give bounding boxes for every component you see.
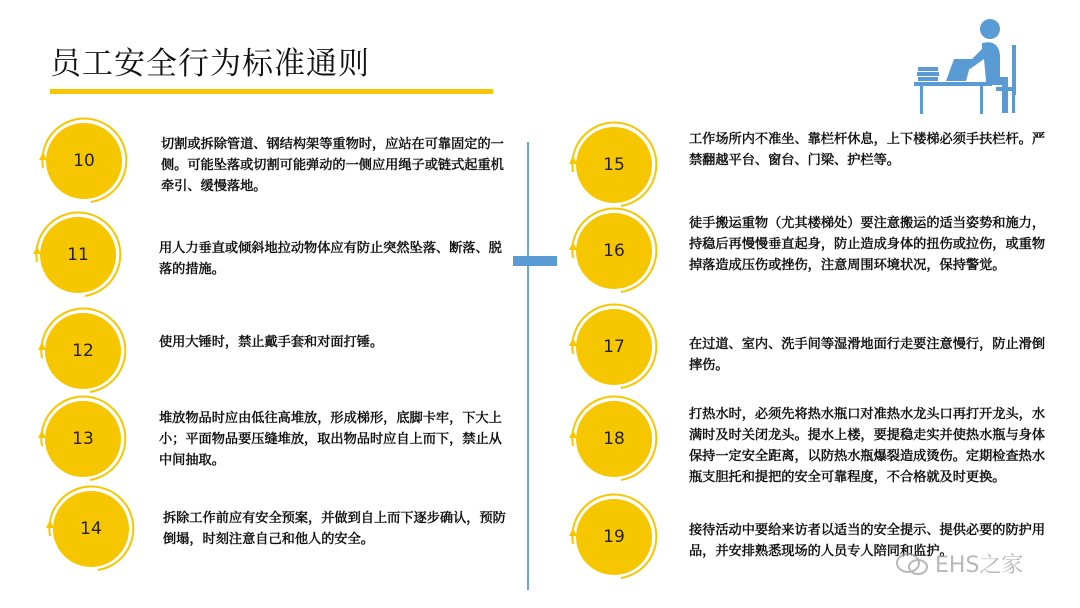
wechat-icon <box>895 552 929 576</box>
rule-text: 接待活动中要给来访者以适当的安全提示、提供必要的防护用品，并安排熟悉现场的人员专人陪同和监护。 <box>689 523 1046 559</box>
rule-text: 徒手搬运重物（尤其楼梯处）要注意搬运的适当姿势和施力，持稳后再慢慢垂直起身，防止造成身体的扭伤或拉伤，或重物掉落造成压伤或挫伤，注意周围环境状况，保持警觉。 <box>689 216 1046 273</box>
number-badge <box>32 300 134 402</box>
rule-text: 工作场所内不准坐、靠栏杆休息，上下楼梯必须手扶栏杆。严禁翻越平台、窗台、门梁、护栏等。 <box>689 132 1046 168</box>
rule-text: 打热水时，必须先将热水瓶口对准热水龙头口再打开龙头，水满时及时关闭龙头。提水上楼，要提稳走实并使热水瓶与身体保持一定安全距离，以防热水瓶爆裂造成烫伤。定期检查热水瓶支胆托和提把的安全可靠程度，不合格就及时更换。 <box>689 407 1046 485</box>
number-badge <box>32 388 134 490</box>
rule-number: 14 <box>80 519 102 539</box>
watermark-text: EHS之家 <box>935 553 1024 578</box>
rule-text: 切割或拆除管道、钢结构架等重物时，应站在可靠固定的一侧。可能坠落或切割可能弹动的一侧应用绳子或链式起重机牵引、缓慢落地。 <box>161 137 504 194</box>
person-at-desk-icon <box>912 15 1022 115</box>
watermark <box>895 548 1023 579</box>
rule-number: 11 <box>67 245 89 265</box>
number-badge <box>563 200 665 302</box>
rule-number: 12 <box>72 341 94 361</box>
rule-text: 用人力垂直或倾斜地拉动物体应有防止突然坠落、断落、脱落的措施。 <box>159 241 502 277</box>
rule-number: 19 <box>603 527 625 547</box>
rule-number: 16 <box>603 241 625 261</box>
center-divider-marker <box>513 256 557 266</box>
rule-number: 13 <box>72 429 94 449</box>
number-badge <box>563 486 665 588</box>
rule-number: 15 <box>603 155 625 175</box>
rule-number: 10 <box>73 151 95 171</box>
rule-number: 18 <box>603 429 625 449</box>
number-badge <box>40 478 142 580</box>
page-title: 员工安全行为标准通则 <box>50 46 370 82</box>
number-badge <box>27 204 129 306</box>
center-divider <box>527 142 529 590</box>
rule-number: 17 <box>603 337 625 357</box>
number-badge <box>563 296 665 398</box>
rule-text: 拆除工作前应有安全预案，并做到自上而下逐步确认，预防倒塌，时刻注意自己和他人的安全。 <box>163 511 506 547</box>
rule-text: 在过道、室内、洗手间等湿滑地面行走要注意慢行，防止滑倒摔伤。 <box>689 337 1046 373</box>
number-badge <box>563 388 665 490</box>
title-underline <box>50 89 493 94</box>
number-badge <box>33 110 135 212</box>
rule-text: 使用大锤时，禁止戴手套和对面打锤。 <box>159 335 384 350</box>
rule-text: 堆放物品时应由低往高堆放，形成梯形，底脚卡牢，下大上小；平面物品要压缝堆放，取出物品时应自上而下，禁止从中间抽取。 <box>159 411 502 468</box>
